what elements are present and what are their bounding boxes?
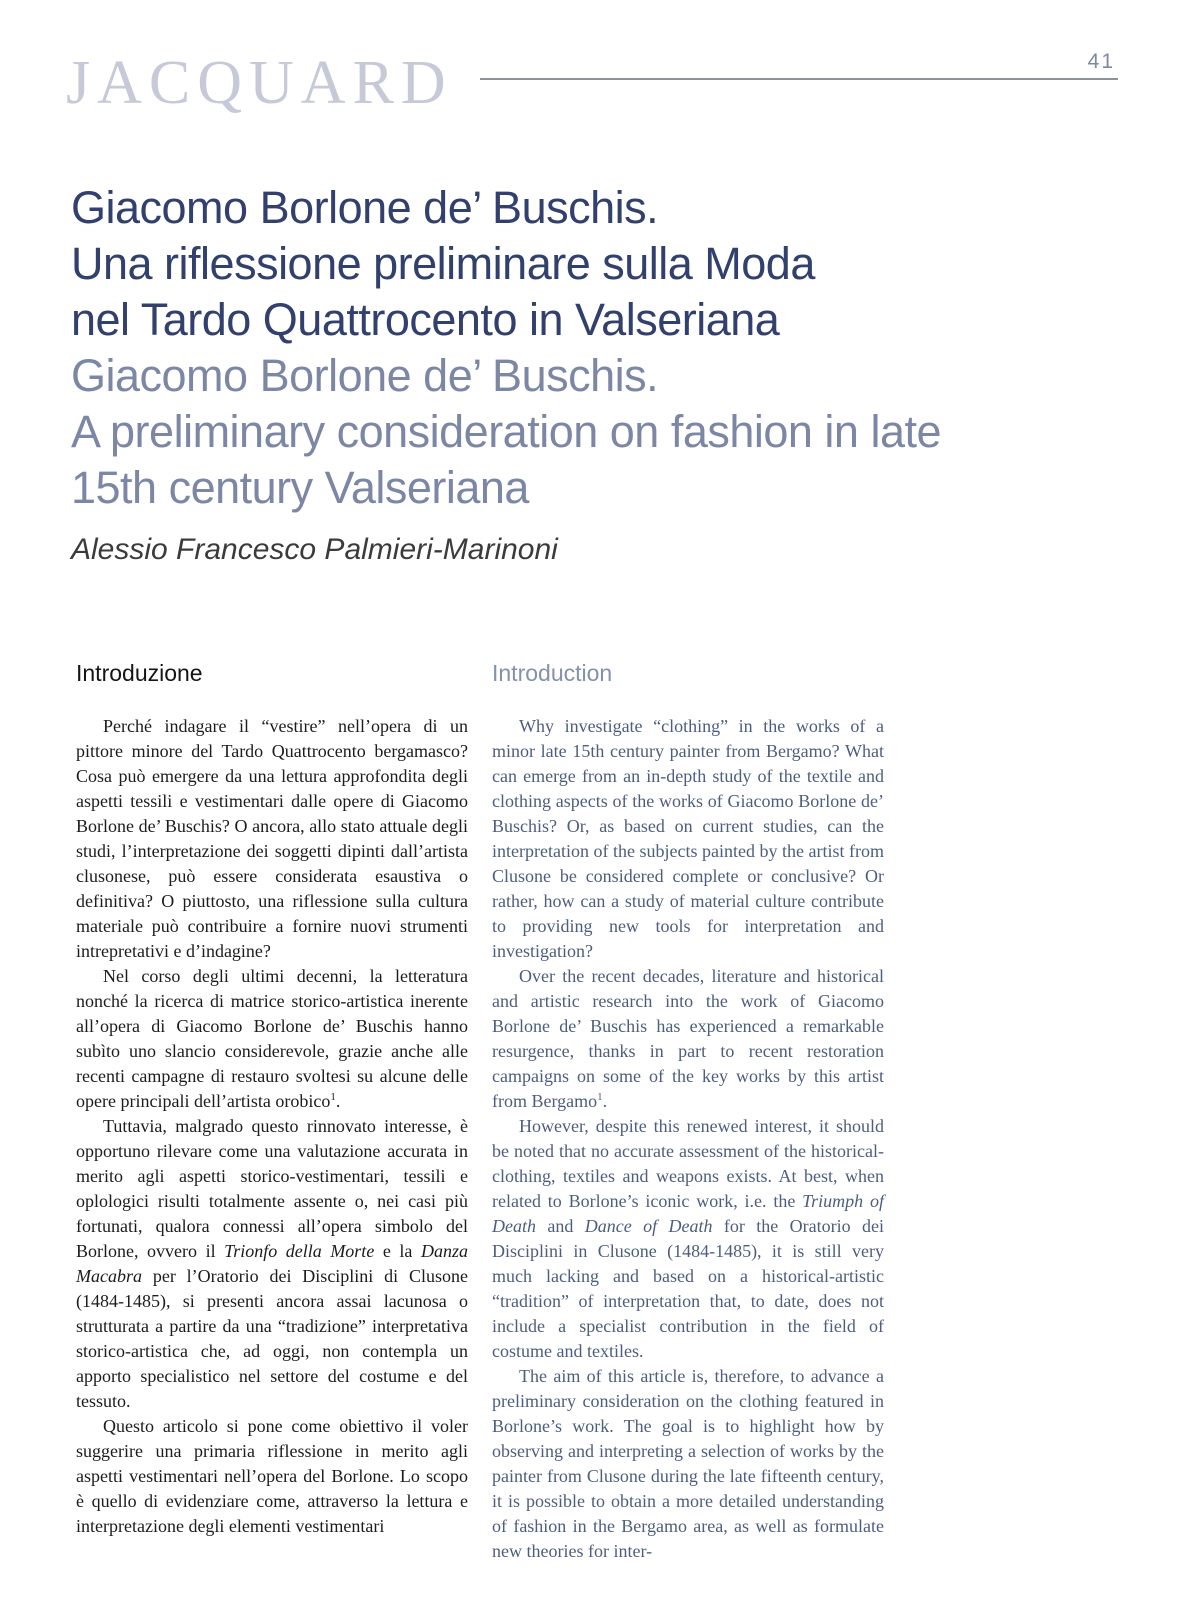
- section-heading-english: Introduction: [492, 660, 613, 686]
- column-italian: [76, 660, 468, 1564]
- article-title-block: [71, 180, 1121, 568]
- body-columns: [76, 660, 884, 1564]
- paragraph: Perché indagare il “vestire” nell’opera di un pittore minore del Tardo Quattrocento bergamasco? Cosa può emergere da una lettura approfondita degli aspetti tessili e vestimentari dalle opere di Giacomo Borlone de’ Buschis? O ancora, allo stato attuale degli studi, l’interpretazione dei soggetti dipinti dall’artista clusonese, può essere considerata esaustiva o definitiva? O piuttosto, una riflessione sulla cultura materiale può contribuire a fornire nuovi strumenti intrepretativi e d’indagine?: [76, 716, 468, 961]
- page-number: 41: [1087, 50, 1115, 73]
- title-italian-line-2: Una riflessione preliminare sulla Moda: [71, 238, 815, 289]
- section-heading-italian: Introduzione: [76, 660, 203, 686]
- paragraph: The aim of this article is, therefore, to advance a preliminary consideration on the clothing featured in Borlone’s work. The goal is to highlight how by observing and interpreting a selection of works by the painter from Clusone during the late fifteenth century, it is possible to obtain a more detailed understanding of fashion in the Bergamo area, as well as formulate new theories for inter-: [492, 1366, 884, 1561]
- author-name: Alessio Francesco Palmieri-Marinoni: [71, 533, 558, 566]
- title-italian-line-1: Giacomo Borlone de’ Buschis.: [71, 182, 659, 233]
- paragraph: However, despite this renewed interest, it should be noted that no accurate assessment of the historical-clothing, textiles and weapons exists. At best, when related to Borlone’s iconic work, i.e. the Triumph of Death and Dance of Death for the Oratorio dei Disciplini in Clusone (1484-1485), it is still very much lacking and based on a historical-artistic “tradition” of interpretation that, to date, does not include a specialist contribution in the field of costume and textiles.: [492, 1116, 885, 1361]
- title-english-line-2: A preliminary consideration on fashion in late: [71, 406, 942, 457]
- title-english-line-3: 15th century Valseriana: [71, 462, 529, 513]
- paragraph: Questo articolo si pone come obiettivo il voler suggerire una primaria riflessione in merito agli aspetti vestimentari nell’opera del Borlone. Lo scopo è quello di evidenziare come, attraverso la lettura e interpretazione degli elementi vestimentari: [76, 1416, 468, 1536]
- title-english-line-1: Giacomo Borlone de’ Buschis.: [71, 350, 659, 401]
- paragraph: Over the recent decades, literature and historical and artistic research into the work of Giacomo Borlone de’ Buschis has experienced a remarkable resurgence, thanks in part to recent restoration campaigns on some of the key works by this artist from Bergamo$^1$.: [492, 966, 884, 1111]
- journal-logo: JACQUARD: [66, 49, 453, 117]
- title-italian-line-3: nel Tardo Quattrocento in Valseriana: [71, 294, 780, 345]
- paragraph: Why investigate “clothing” in the works of a minor late 15th century painter from Bergamo? What can emerge from an in-depth study of the textile and clothing aspects of the works of Giacomo Borlone de’ Buschis? Or, as based on current studies, can the interpretation of the subjects painted by the artist from Clusone be considered complete or conclusive? Or rather, how can a study of material culture contribute to providing new tools for interpretation and investigation?: [492, 716, 884, 961]
- column-english: [492, 660, 884, 1564]
- paragraph: Tuttavia, malgrado questo rinnovato interesse, è opportuno rilevare come una valutazione accurata in merito agli aspetti storico-vestimentari, tessili e oplologici risulti totalmente assente o, nei casi più fortunati, qualora connessi all’opera simbolo del Borlone, ovvero il Trionfo della Morte e la Danza Macabra per l’Oratorio dei Disciplini di Clusone (1484-1485), si presenti ancora assai lacunosa o strutturata a partire da una “tradizione” interpretativa storico-artistica che, ad oggi, non contempla un apporto specialistico nel settore del costume e del tessuto.: [76, 1116, 468, 1411]
- header-rule: [480, 78, 1118, 80]
- paragraph: Nel corso degli ultimi decenni, la letteratura nonché la ricerca di matrice storico-artistica inerente all’opera di Giacomo Borlone de’ Buschis hanno subìto uno slancio considerevole, grazie anche alle recenti campagne di restauro svoltesi su alcune delle opere principali dell’artista orobico$^1$.: [76, 966, 468, 1111]
